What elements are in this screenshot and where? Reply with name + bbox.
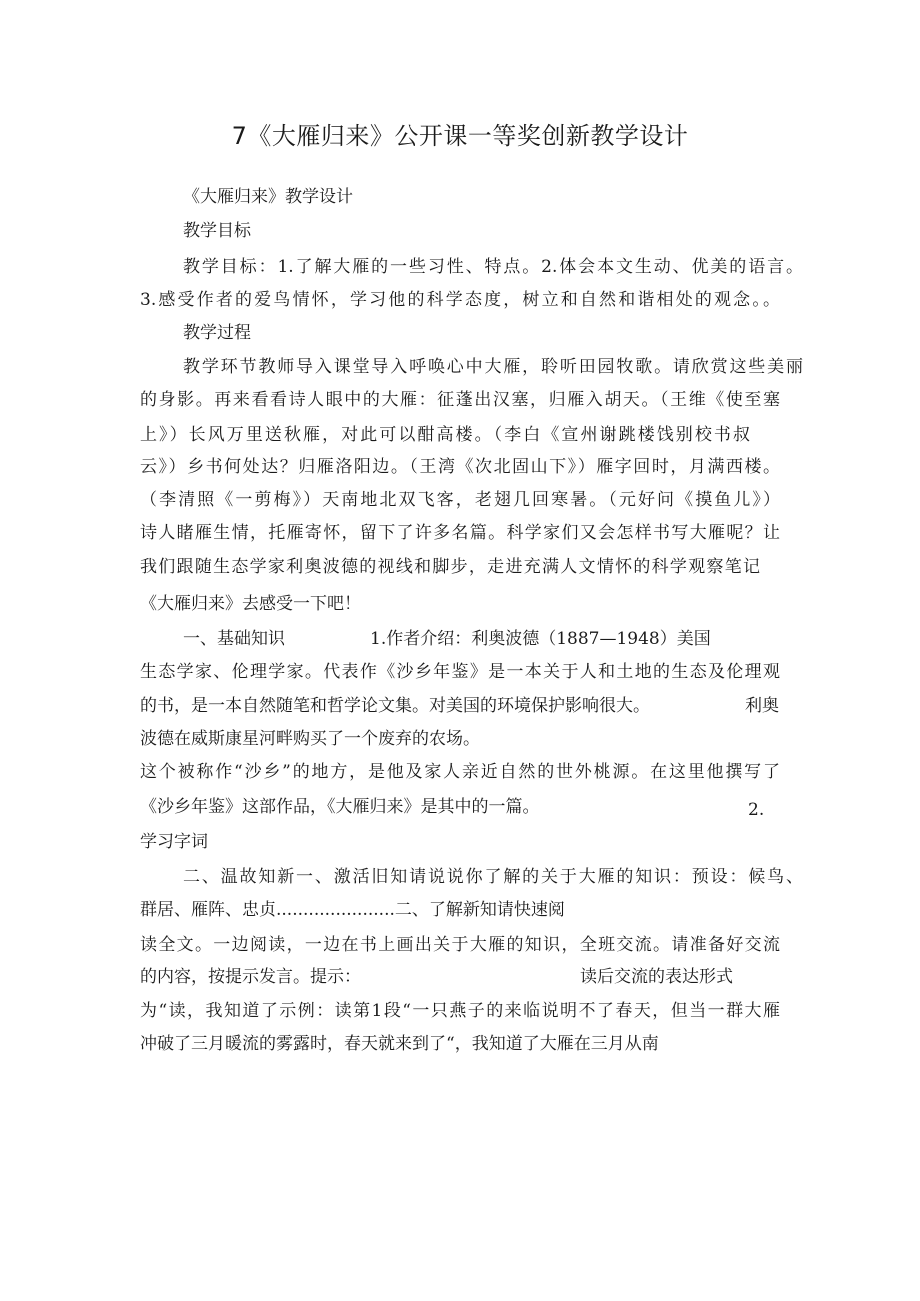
text-line: 的书，是一本自然随笔和哲学论文集。对美国的环境保护影响很大。 — [140, 696, 650, 716]
text-line: 这个被称作“沙乡”的地方，是他及家人亲近自然的世外桃源。在这里他撰写了 — [140, 762, 780, 782]
text-line: 学习字词 — [140, 832, 208, 852]
text-line: 教学过程 — [183, 323, 251, 343]
text-line: 波德在威斯康星河畔购买了一个废弃的农场。 — [140, 729, 480, 749]
text-line: 《大雁归来》去感受一下吧！ — [140, 594, 361, 614]
text-line: 诗人睹雁生情，托雁寄怀，留下了许多名篇。科学家们又会怎样书写大雁呢？让 — [140, 523, 780, 543]
text-line: 教学环节教师导入课堂导入呼唤心中大雁，聆听田园牧歌。请欣赏这些美丽 — [183, 357, 803, 377]
text-line: 3.感受作者的爱鸟情怀，学习他的科学态度，树立和自然和谐相处的观念。。 — [140, 290, 780, 310]
text-line: 读后交流的表达形式 — [580, 967, 733, 987]
text-line: 1.作者介绍：利奥波德（1887—1948）美国 — [370, 629, 711, 649]
document-title: 7《大雁归来》公开课一等奖创新教学设计 — [231, 122, 689, 150]
text-line: 教学目标：1.了解大雁的一些习性、特点。2.体会本文生动、优美的语言。 — [183, 257, 803, 277]
text-line: 生态学家、伦理学家。代表作《沙乡年鉴》是一本关于人和土地的生态及伦理观 — [140, 662, 780, 682]
text-line: 的内容，按提示发言。提示： — [140, 967, 361, 987]
text-line: 利奥 — [745, 696, 779, 716]
text-line: 我们跟随生态学家利奥波德的视线和脚步，走进充满人文情怀的科学观察笔记 — [140, 557, 760, 577]
text-line: 云》）乡书何处达？归雁洛阳边。（王湾《次北固山下》）雁字回时，月满西楼。 — [140, 457, 780, 477]
text-line: 冲破了三月暖流的雾露时，春天就来到了“，我知道了大雁在三月从南 — [140, 1034, 659, 1054]
text-line: （李清照《一剪梅》）天南地北双飞客，老翅几回寒暑。（元好问《摸鱼儿》） — [140, 490, 780, 510]
text-line: 《大雁归来》教学设计 — [183, 187, 353, 207]
text-line: 一、基础知识 — [183, 629, 285, 649]
text-line: 读全文。一边阅读，一边在书上画出关于大雁的知识，全班交流。请准备好交流 — [140, 935, 780, 955]
text-line: 上》）长风万里送秋雁，对此可以酣高楼。（李白《宣州谢跳楼饯别校书叔 — [140, 425, 750, 445]
text-line: 群居、雁阵、忠贞......................二、了解新知请快速阅 — [140, 900, 565, 920]
text-line: 教学目标 — [183, 221, 251, 241]
text-line: 2. — [748, 800, 765, 820]
text-line: 二、温故知新一、激活旧知请说说你了解的关于大雁的知识：预设：候鸟、 — [183, 867, 803, 887]
text-line: 的身影。再来看看诗人眼中的大雁：征蓬出汉塞，归雁入胡天。（王维《使至塞 — [140, 390, 780, 410]
text-line: 为“读，我知道了示例：读第1段“一只燕子的来临说明不了春天，但当一群大雁 — [140, 1001, 780, 1021]
text-line: 《沙乡年鉴》这部作品，《大雁归来》是其中的一篇。 — [140, 797, 540, 817]
